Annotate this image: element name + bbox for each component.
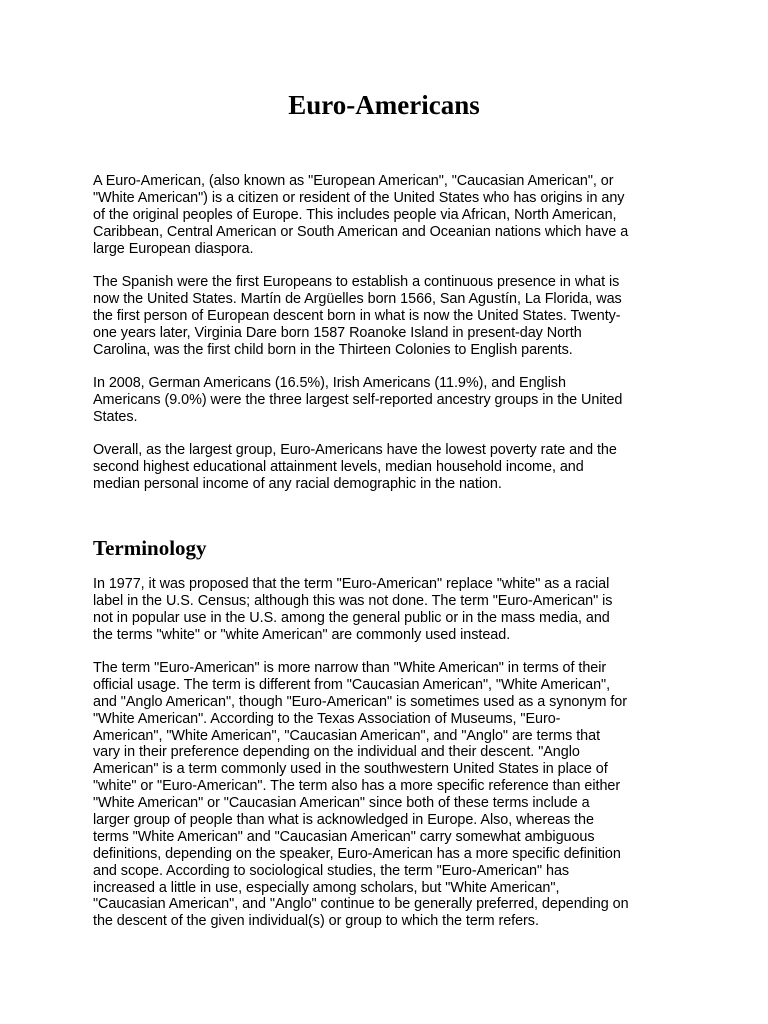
text-line: larger group of people than what is acknowledged in Europe. Also, whereas the — [93, 812, 594, 829]
text-line: The term "Euro-American" is more narrow than "White American" in terms of their — [93, 660, 607, 676]
text-line: the first person of European descent born in what is now the United States. Twenty- — [93, 307, 621, 324]
terminology-paragraph — [93, 660, 683, 930]
text-line: American" is a term commonly used in the southwestern United States in place of — [93, 761, 608, 778]
page-title: Euro-Americans — [288, 90, 480, 120]
text-line: In 2008, German Americans (16.5%), Irish Americans (11.9%), and English — [93, 375, 566, 391]
text-line: one years later, Virginia Dare born 1587 Roanoke Island in present-day North — [93, 324, 582, 341]
intro-paragraph — [93, 375, 683, 426]
text-line: A Euro-American, (also known as "European American", "Caucasian American", or — [93, 173, 614, 189]
text-line: and "Anglo American", though "Euro-American" is sometimes used as a synonym for — [93, 693, 627, 710]
text-line: "Caucasian American", and "Anglo" continue to be generally preferred, depending on — [93, 896, 629, 913]
text-line: official usage. The term is different from "Caucasian American", "White American", — [93, 676, 611, 693]
text-line: the descent of the given individual(s) or group to which the term refers. — [93, 913, 539, 930]
text-line: large European diaspora. — [93, 240, 254, 257]
text-line: label in the U.S. Census; although this was not done. The term "Euro-American" is — [93, 592, 613, 609]
text-line: second highest educational attainment levels, median household income, and — [93, 458, 584, 475]
text-line: vary in their preference depending on the individual and their descent. "Anglo — [93, 744, 580, 761]
text-line: "White American") is a citizen or resident of the United States who has origins in any — [93, 189, 625, 206]
text-line: "White American" or "Caucasian American" since both of these terms include a — [93, 795, 590, 812]
text-line: States. — [93, 408, 138, 425]
text-line: the terms "white" or "white American" are commonly used instead. — [93, 626, 511, 643]
text-line: terms "White American" and "Caucasian American" carry somewhat ambiguous — [93, 828, 595, 845]
section-heading-terminology: Terminology — [93, 536, 207, 560]
text-line: and scope. According to sociological studies, the term "Euro-American" has — [93, 862, 570, 879]
text-line: increased a little in use, especially among scholars, but "White American", — [93, 879, 560, 896]
text-line: Caribbean, Central American or South American and Oceanian nations which have a — [93, 223, 629, 240]
text-line: "White American". According to the Texas Association of Museums, "Euro- — [93, 710, 561, 727]
terminology-paragraph — [93, 576, 683, 644]
text-line: The Spanish were the first Europeans to establish a continuous presence in what is — [93, 274, 620, 290]
text-line: median personal income of any racial demographic in the nation. — [93, 475, 502, 492]
text-line: Carolina, was the first child born in the Thirteen Colonies to English parents. — [93, 341, 573, 358]
intro-paragraph — [93, 173, 683, 257]
text-line: American", "White American", "Caucasian American", and "Anglo" are terms that — [93, 727, 601, 744]
text-line: In 1977, it was proposed that the term "Euro-American" replace "white" as a racial — [93, 576, 610, 592]
text-line: "white" or "Euro-American". The term also has a more specific reference than either — [93, 778, 621, 795]
text-line: Americans (9.0%) were the three largest self-reported ancestry groups in the United — [93, 391, 623, 408]
text-line: not in popular use in the U.S. among the general public or in the mass media, and — [93, 609, 610, 626]
text-line: now the United States. Martín de Argüelles born 1566, San Agustín, La Florida, was — [93, 290, 622, 307]
text-line: definitions, depending on the speaker, Euro-American has a more specific definition — [93, 845, 621, 862]
text-line: of the original peoples of Europe. This includes people via African, North American, — [93, 206, 617, 223]
intro-paragraph — [93, 442, 683, 493]
intro-paragraph — [93, 274, 683, 358]
text-line: Overall, as the largest group, Euro-Americans have the lowest poverty rate and the — [93, 442, 617, 458]
